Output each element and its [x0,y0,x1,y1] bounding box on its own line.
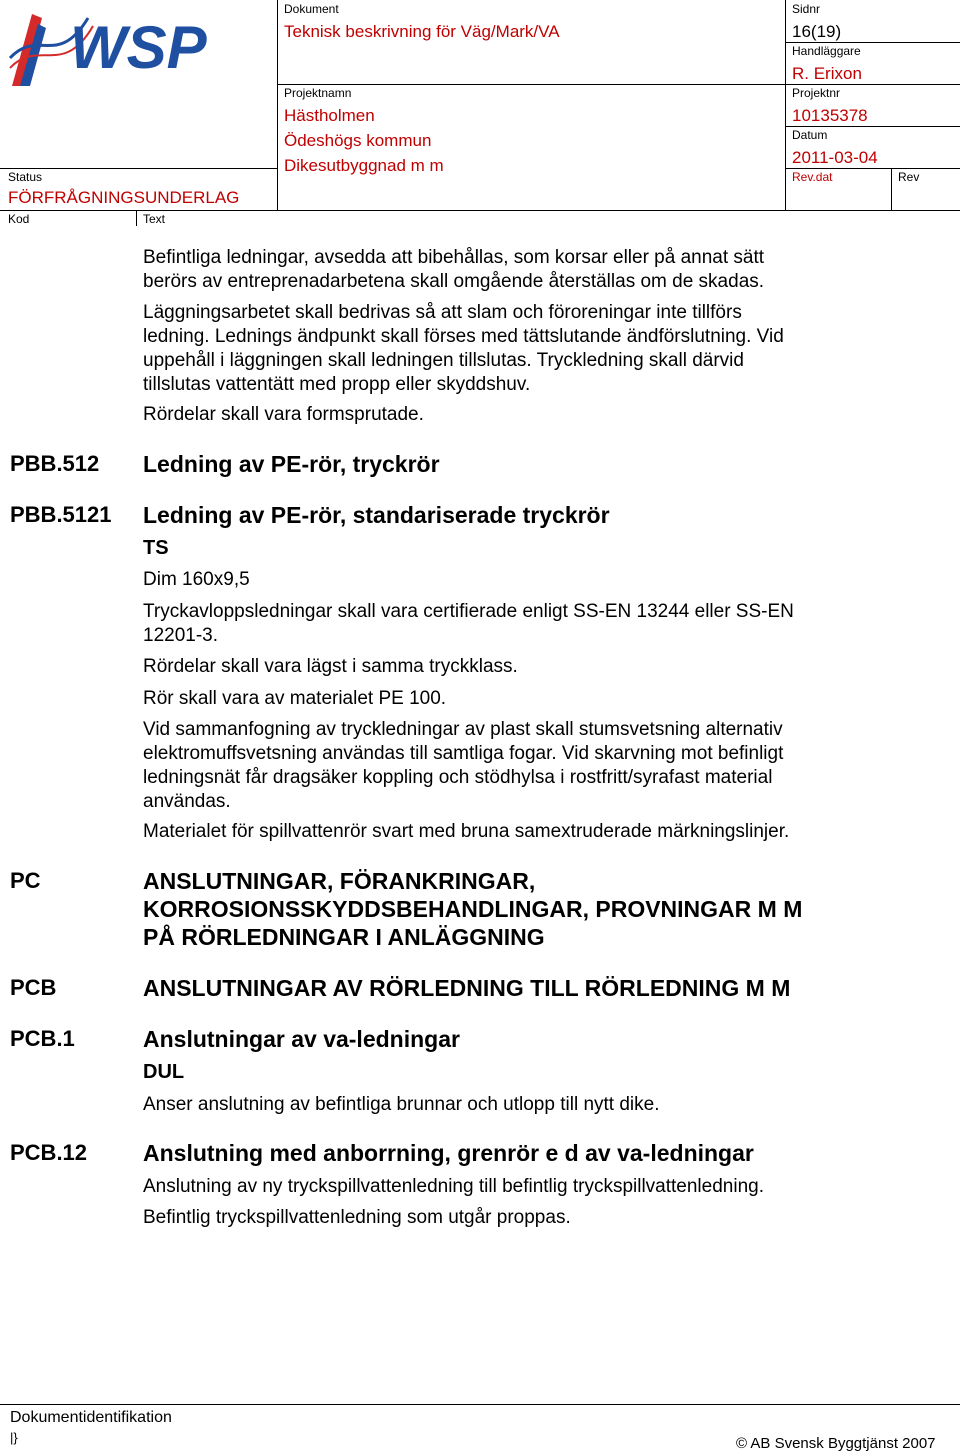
projektnamn-line-1: Hästholmen [284,106,375,125]
paragraph-3: Rördelar skall vara formsprutade. [143,404,424,425]
paragraph-5: Rördelar skall vara lägst i samma tryckklass. [143,656,518,677]
section-code-pcb: PCB [10,975,57,1000]
section-heading-pcb1: Anslutningar av va-ledningar [143,1026,460,1052]
section-heading-pcb: ANSLUTNINGAR AV RÖRLEDNING TILL RÖRLEDNING M M [143,975,791,1001]
paragraph-4 [143,600,883,648]
paragraph-7-line: ledningsnät får dragsäker koppling och stödhylsa i rostfritt/syrafast material [143,767,773,788]
section-code-pbb512: PBB.512 [10,451,100,476]
kod-label: Kod [8,212,30,226]
text-label: Text [143,212,166,226]
paragraph-2-line: uppehåll i läggningen skall ledningen tillslutas. Tryckledning skall därvid [143,350,744,371]
projektnamn-line-2: Ödeshögs kommun [284,131,432,150]
datum-label: Datum [792,128,828,142]
section-heading-pc [143,867,802,951]
paragraph-9: Anser anslutning av befintliga brunnar och utlopp till nytt dike. [143,1094,660,1115]
section-heading-pc-line: PÅ RÖRLEDNINGAR I ANLÄGGNING [143,924,545,950]
dimension-text: Dim 160x9,5 [143,569,250,590]
paragraph-2-line: Läggningsarbetet skall bedrivas så att slam och föroreningar inte tillförs [143,302,742,323]
dul-tag: DUL [143,1061,185,1083]
document-id-label: Dokumentidentifikation [10,1409,172,1426]
projektnamn-label: Projektnamn [284,86,352,100]
section-code-pcb12: PCB.12 [10,1140,88,1165]
section-code-pcb1: PCB.1 [10,1026,75,1051]
dokument-value: Teknisk beskrivning för Väg/Mark/VA [284,22,560,41]
revdat-label: Rev.dat [792,170,833,184]
wsp-logo-graphic [8,8,238,88]
handlaggare-value: R. Erixon [792,64,862,83]
document-id-value: |} [10,1430,18,1445]
status-value: FÖRFRÅGNINGSUNDERLAG [8,188,240,207]
copyright-text [736,1435,936,1453]
paragraph-11: Befintlig tryckspillvattenledning som utgår proppas. [143,1207,571,1228]
section-heading-pc-line: KORROSIONSSKYDDSBEHANDLINGAR, PROVNINGAR M M [143,896,803,922]
ts-tag: TS [143,537,169,559]
handlaggare-label: Handläggare [792,44,861,58]
paragraph-8: Materialet för spillvattenrör svart med bruna samextruderade märkningslinjer. [143,821,790,842]
section-code-pc: PC [10,868,41,893]
paragraph-7-line: användas. [143,791,231,812]
paragraph-7 [143,718,883,814]
paragraph-10: Anslutning av ny tryckspillvattenledning till befintlig tryckspillvattenledning. [143,1176,764,1197]
paragraph-1 [143,246,883,294]
sidnr-label: Sidnr [792,2,821,16]
paragraph-2-line: ledning. Lednings ändpunkt skall förses med tättslutande ändförslutning. Vid [143,326,784,347]
datum-value: 2011-03-04 [792,148,878,167]
dokument-label: Dokument [284,2,339,16]
section-code-pbb5121: PBB.5121 [10,502,112,527]
paragraph-1-line: Befintliga ledningar, avsedda att bibehållas, som korsar eller på annat sätt [143,247,765,268]
paragraph-4-line: 12201-3. [143,625,219,646]
projektnamn-line-3: Dikesutbyggnad m m [284,156,444,175]
section-heading-pc-line: ANSLUTNINGAR, FÖRANKRINGAR, [143,868,536,894]
copyright-owner: AB Svensk Byggtjänst 2007 [750,1435,936,1452]
status-label: Status [8,170,43,184]
paragraph-7-line: Vid sammanfogning av tryckledningar av plast skall stumsvetsning alternativ [143,719,783,740]
section-heading-pbb5121: Ledning av PE-rör, standariserade tryckrör [143,502,610,528]
paragraph-2-line: tillslutas vattentätt med propp eller skyddshuv. [143,374,531,395]
copyright-icon: © [736,1435,748,1452]
wsp-logo [8,8,238,88]
paragraph-2 [143,301,883,397]
section-heading-pcb12: Anslutning med anborrning, grenrör e d av va-ledningar [143,1140,754,1166]
paragraph-6: Rör skall vara av materialet PE 100. [143,688,447,709]
paragraph-1-line: berörs av entreprenadarbetena skall omgående återställas om de skadas. [143,271,765,292]
section-heading-pbb512: Ledning av PE-rör, tryckrör [143,451,440,477]
paragraph-4-line: Tryckavloppsledningar skall vara certifierade enligt SS-EN 13244 eller SS-EN [143,601,794,622]
projektnr-value: 10135378 [792,106,868,125]
sidnr-value: 16(19) [792,22,842,41]
paragraph-7-line: elektromuffsvetsning användas till samtliga fogar. Vid skarvning mot befinligt [143,743,784,764]
logo-text: WSP [70,14,207,81]
rev-label: Rev [898,170,920,184]
projektnr-label: Projektnr [792,86,841,100]
